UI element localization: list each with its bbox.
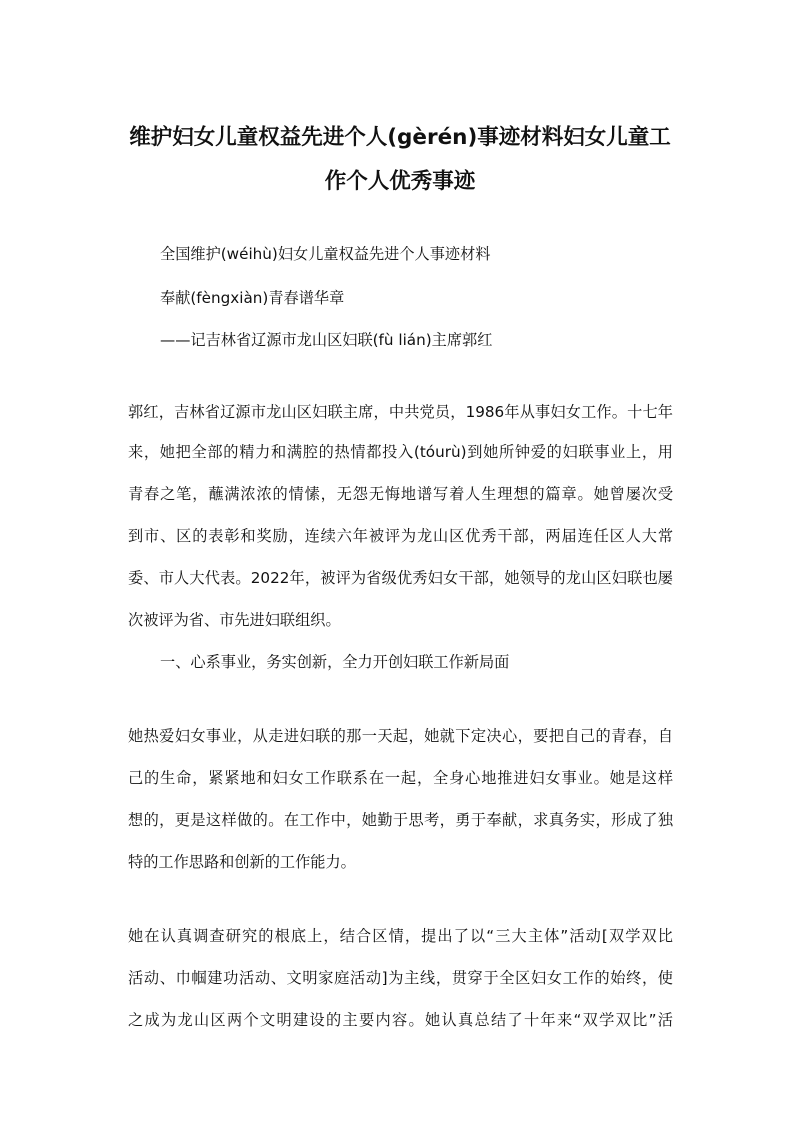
intro-line-1: 全国维护(wéihù)妇女儿童权益先进个人事迹材料 (160, 245, 491, 263)
paragraph-3-line-2: 活动、巾帼建功活动、文明家庭活动]为主线，贯穿于全区妇女工作的始终，使 (128, 969, 673, 987)
paragraph-1-line-4: 到市、区的表彰和奖励，连续六年被评为龙山区优秀干部，两届连任区人大常 (128, 527, 673, 545)
intro-line-3: ——记吉林省辽源市龙山区妇联(fù lián)主席郭红 (160, 331, 493, 349)
paragraph-1-line-2: 来，她把全部的精力和满腔的热情都投入(tóurù)到她所钟爱的妇联事业上，用 (128, 443, 673, 461)
paragraph-2-line-3: 想的，更是这样做的。在工作中，她勤于思考，勇于奉献，求真务实，形成了独 (128, 811, 673, 829)
paragraph-2-line-2: 己的生命，紧紧地和妇女工作联系在一起，全身心地推进妇女事业。她是这样 (128, 769, 673, 787)
paragraph-3-line-1: 她在认真调查研究的根底上，结合区情，提出了以“三大主体”活动[双学双比 (128, 927, 673, 945)
paragraph-3-line-3: 之成为龙山区两个文明建设的主要内容。她认真总结了十年来“双学双比”活 (128, 1011, 673, 1029)
paragraph-1-line-5: 委、市人大代表。2022年，被评为省级优秀妇女干部，她领导的龙山区妇联也屡 (128, 569, 673, 587)
section-heading-1: 一、心系事业，务实创新，全力开创妇联工作新局面 (160, 653, 510, 671)
paragraph-1-line-1: 郭红，吉林省辽源市龙山区妇联主席，中共党员，1986年从事妇女工作。十七年 (128, 403, 673, 421)
document-title-line-2: 作个人优秀事迹 (324, 169, 476, 194)
intro-line-2: 奉献(fèngxiàn)青春谱华章 (160, 289, 345, 307)
paragraph-1-line-3: 青春之笔，蘸满浓浓的情愫，无怨无悔地谱写着人生理想的篇章。她曾屡次受 (128, 485, 673, 503)
document-title-line-1: 维护妇女儿童权益先进个人(gèrén)事迹材料妇女儿童工 (129, 125, 671, 150)
paragraph-1-line-6: 次被评为省、市先进妇联组织。 (128, 611, 341, 629)
paragraph-2-line-1: 她热爱妇女事业，从走进妇联的那一天起，她就下定决心，要把自己的青春，自 (128, 727, 673, 745)
paragraph-2-line-4: 特的工作思路和创新的工作能力。 (128, 853, 356, 871)
